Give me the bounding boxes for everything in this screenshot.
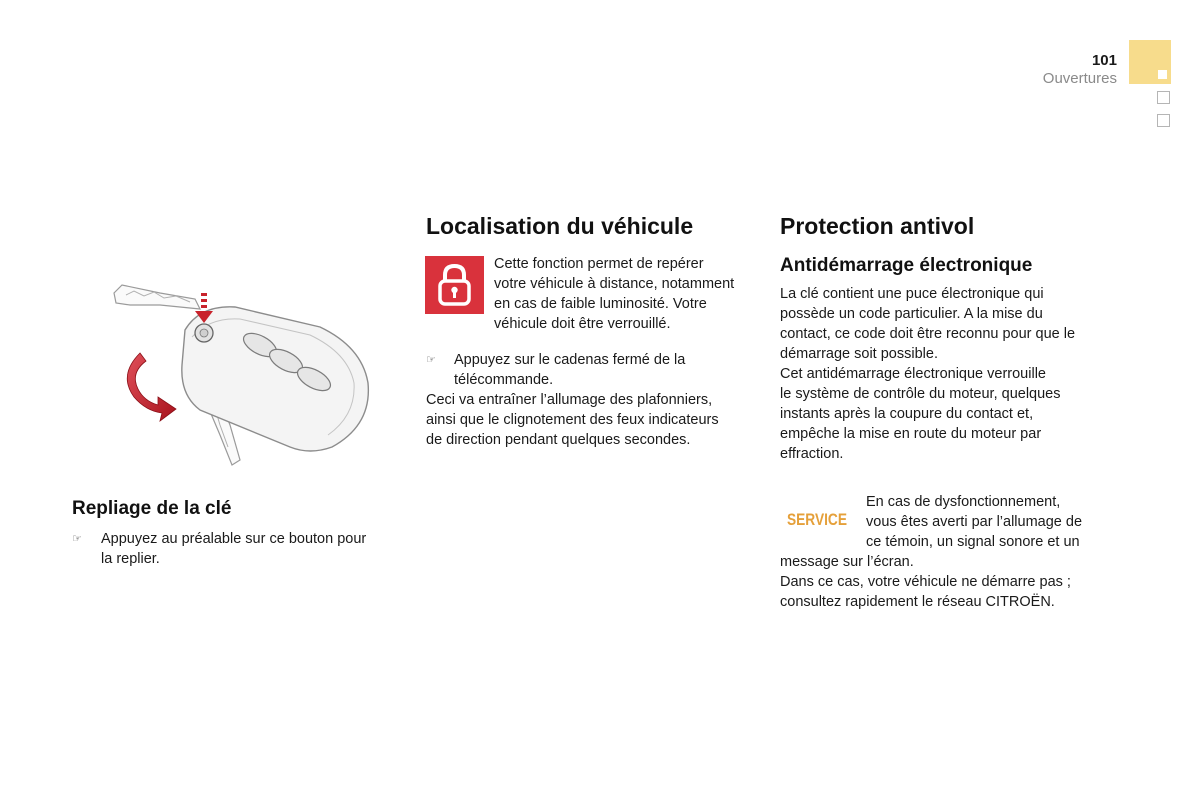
antitheft-title: Protection antivol (780, 213, 975, 239)
padlock-closed-icon (425, 256, 484, 314)
page-number: 101 (1091, 52, 1117, 69)
pointing-hand-icon: ☞ (72, 533, 82, 545)
service-warning-icon (786, 508, 848, 530)
immobiliser-body: La clé contient une puce électronique qui possède un code particulier. A la mise du contact, ce code doit être reconnu pour que le démarrage soit possible. Cet antidémarrage électronique verrouille le système de contrôle du moteur, quelques instants après la coupure du contact et, empêche la mise en route du moteur par effraction. (780, 286, 1076, 462)
section-tab-3 (1157, 114, 1170, 127)
immobiliser-subtitle: Antidémarrage électronique (780, 255, 1033, 276)
folding-key-icon (100, 275, 385, 470)
service-label: SERVICE (787, 510, 847, 529)
vehicle-location-body: Ceci va entraîner l’allumage des plafonniers, ainsi que le clignotement des feux indicateurs de direction pendant quelques secondes. (426, 392, 719, 448)
key-folding-title: Repliage de la clé (72, 498, 232, 519)
pointing-hand-icon: ☞ (426, 354, 436, 366)
vehicle-location-intro: Cette fonction permet de repérer votre véhicule à distance, notamment en cas de faible luminosité. Votre véhicule doit être verrouillé. (494, 256, 735, 332)
section-title: Ouvertures (1042, 70, 1117, 87)
key-folding-text: Appuyez au préalable sur ce bouton pour la replier. (101, 531, 367, 567)
vehicle-location-bullet-text: Appuyez sur le cadenas fermé de la télécommande. (454, 352, 686, 388)
tab-marker (1158, 70, 1167, 79)
service-followup: message sur l’écran. Dans ce cas, votre véhicule ne démarre pas ; consultez rapidement le réseau CITROËN. (780, 554, 1071, 610)
service-text: En cas de dysfonctionnement, vous êtes averti par l’allumage de ce témoin, un signal sonore et un (866, 494, 1083, 550)
vehicle-location-title: Localisation du véhicule (426, 213, 694, 239)
section-tab-2 (1157, 91, 1170, 104)
section-tab-active (1129, 40, 1171, 84)
